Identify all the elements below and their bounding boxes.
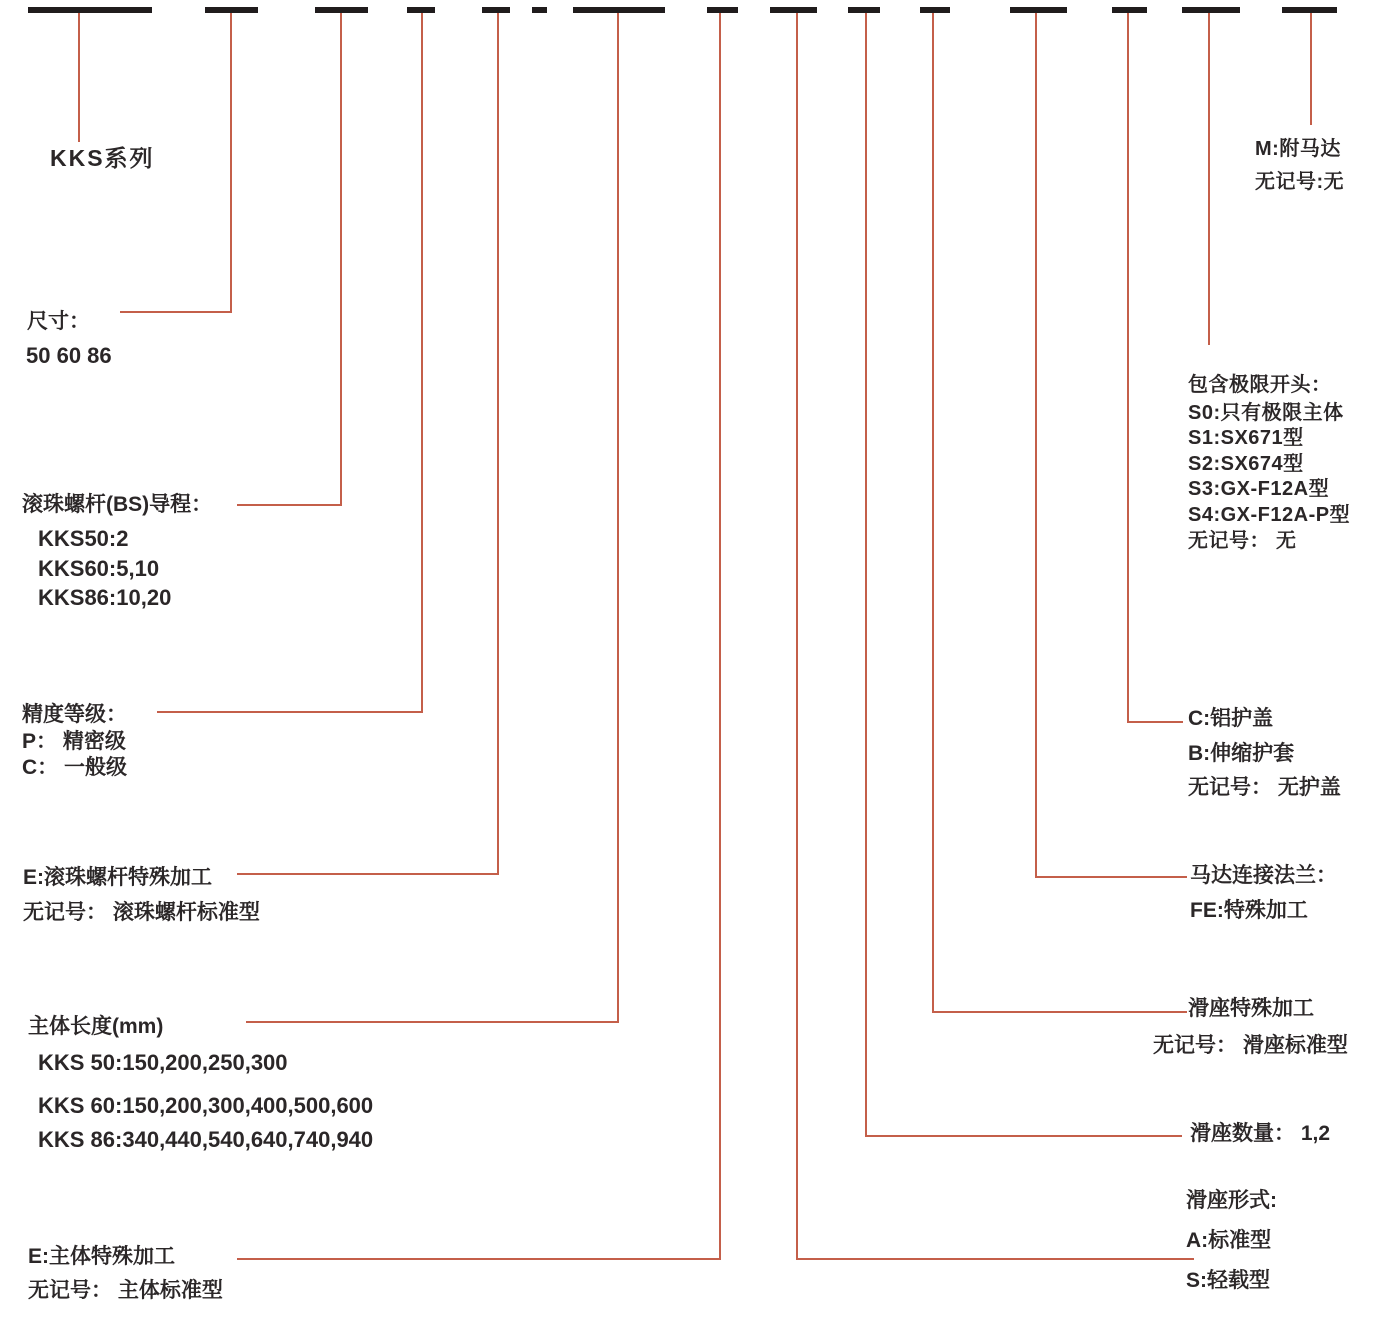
motor-flange-title: 马达连接法兰： <box>1190 864 1337 887</box>
code-segment-bar-7 <box>573 7 665 13</box>
motor-line2: 无记号:无 <box>1255 171 1345 193</box>
limit-switch-none: 无记号： 无 <box>1188 530 1297 552</box>
screw-special-line1: E:滚珠螺杆特殊加工 <box>23 866 212 889</box>
size-values: 50 60 86 <box>26 343 112 368</box>
code-segment-bar-14 <box>1182 7 1240 13</box>
code-segment-bar-10 <box>848 7 880 13</box>
connector-hline-6 <box>246 1021 619 1023</box>
cover-b: B:伸缩护套 <box>1188 742 1295 765</box>
connector-vline-9 <box>865 13 867 1137</box>
connector-hline-8 <box>798 1258 1194 1260</box>
code-segment-bar-9 <box>770 7 817 13</box>
precision-title: 精度等级： <box>22 703 127 726</box>
code-segment-bar-8 <box>707 7 738 13</box>
code-segment-bar-12 <box>1010 7 1067 13</box>
connector-vline-8 <box>796 13 798 1260</box>
body-length-kks60: KKS 60:150,200,300,400,500,600 <box>38 1093 374 1118</box>
slider-special-line1: 滑座特殊加工 <box>1188 997 1314 1020</box>
limit-switch-s4: S4:GX-F12A-P型 <box>1188 504 1351 526</box>
body-special-line1: E:主体特殊加工 <box>28 1245 175 1268</box>
connector-hline-2 <box>120 311 232 313</box>
connector-hline-10 <box>934 1011 1187 1013</box>
precision-p: P： 精密级 <box>22 730 126 753</box>
code-segment-bar-1 <box>28 7 152 13</box>
limit-switch-s1: S1:SX671型 <box>1188 427 1304 449</box>
connector-hline-4 <box>157 711 423 713</box>
code-segment-bar-13 <box>1112 7 1147 13</box>
connector-vline-5 <box>497 13 499 875</box>
body-length-title: 主体长度(mm) <box>28 1015 164 1038</box>
limit-switch-title: 包含极限开头： <box>1188 374 1332 396</box>
connector-hline-7 <box>237 1258 721 1260</box>
connector-vline-6 <box>617 13 619 1023</box>
connector-hline-11 <box>1037 876 1187 878</box>
motor-line1: M:附马达 <box>1255 138 1341 160</box>
connector-vline-14 <box>1310 13 1312 125</box>
connector-hline-3 <box>237 504 342 506</box>
screw-lead-kks50: KKS50:2 <box>38 526 129 551</box>
screw-lead-kks60: KKS60:5,10 <box>38 556 160 581</box>
slider-type-title: 滑座形式: <box>1186 1189 1277 1212</box>
connector-vline-12 <box>1127 13 1129 723</box>
code-segment-bar-6 <box>532 7 547 13</box>
series-label: KKS系列 <box>50 145 155 171</box>
slider-count-label: 滑座数量： 1,2 <box>1190 1122 1331 1145</box>
code-segment-bar-5 <box>482 7 510 13</box>
precision-c: C： 一般级 <box>22 756 127 779</box>
connector-vline-2 <box>230 13 232 313</box>
body-length-kks86: KKS 86:340,440,540,640,740,940 <box>38 1127 374 1152</box>
body-length-kks50: KKS 50:150,200,250,300 <box>38 1050 288 1075</box>
connector-hline-5 <box>237 873 499 875</box>
slider-type-a: A:标准型 <box>1186 1229 1272 1252</box>
connector-hline-12 <box>1129 721 1183 723</box>
motor-flange-fe: FE:特殊加工 <box>1190 899 1308 922</box>
cover-none: 无记号： 无护盖 <box>1188 776 1341 799</box>
connector-vline-3 <box>340 13 342 506</box>
screw-special-line2: 无记号： 滚珠螺杆标准型 <box>23 901 260 924</box>
connector-vline-4 <box>421 13 423 713</box>
cover-c: C:铝护盖 <box>1188 707 1274 730</box>
connector-vline-10 <box>932 13 934 1013</box>
slider-type-s: S:轻载型 <box>1186 1269 1270 1292</box>
connector-hline-9 <box>867 1135 1182 1137</box>
limit-switch-s0: S0:只有极限主体 <box>1188 402 1344 424</box>
connector-vline-7 <box>719 13 721 1260</box>
connector-vline-13 <box>1208 13 1210 345</box>
slider-special-line2: 无记号： 滑座标准型 <box>1153 1034 1348 1057</box>
screw-lead-kks86: KKS86:10,20 <box>38 585 172 610</box>
connector-vline-1 <box>78 13 80 142</box>
code-segment-bar-11 <box>920 7 950 13</box>
screw-lead-title: 滚珠螺杆(BS)导程： <box>22 493 213 516</box>
connector-vline-11 <box>1035 13 1037 878</box>
body-special-line2: 无记号： 主体标准型 <box>28 1279 223 1302</box>
size-title: 尺寸： <box>27 310 90 333</box>
limit-switch-s2: S2:SX674型 <box>1188 453 1304 475</box>
limit-switch-s3: S3:GX-F12A型 <box>1188 478 1330 500</box>
